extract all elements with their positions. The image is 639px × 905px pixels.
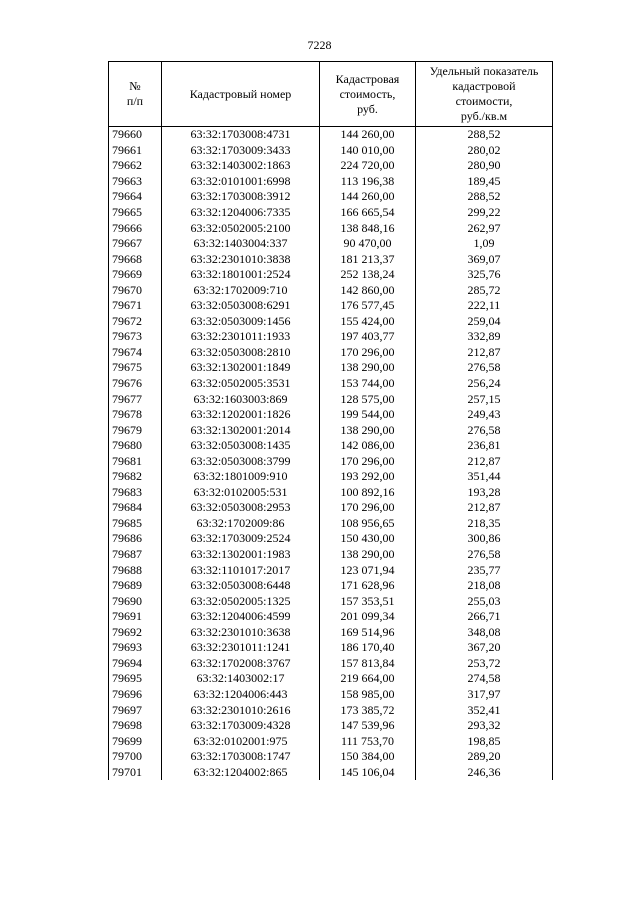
table-row [109,329,553,345]
row-number-cell: 79700 [109,749,162,765]
page-number: 7228 [307,38,332,52]
specific-value-cell: 332,89 [416,329,553,345]
row-number-cell: 79694 [109,656,162,672]
table-row [109,453,553,469]
row-number-cell: 79701 [109,764,162,780]
specific-value-cell: 256,24 [416,376,553,392]
header-specific-value [416,62,553,127]
cadastral-number-cell: 63:32:1204002:865 [162,764,320,780]
row-number-cell: 79679 [109,422,162,438]
cadastral-number-cell: 63:32:0502005:1325 [162,593,320,609]
table-row [109,251,553,267]
cadastral-number-cell: 63:32:1702008:3767 [162,656,320,672]
specific-value-cell: 193,28 [416,485,553,501]
cadastral-number-cell: 63:32:1403002:1863 [162,158,320,174]
cadastral-number-cell: 63:32:1801001:2524 [162,267,320,283]
specific-value-cell: 198,85 [416,733,553,749]
cadastral-number-cell: 63:32:1302001:2014 [162,422,320,438]
table-row [109,314,553,330]
cadastral-value-cell: 144 260,00 [320,189,416,205]
header-row-number-line2: п/п [126,94,144,108]
specific-value-cell: 276,58 [416,360,553,376]
row-number-cell: 79688 [109,562,162,578]
row-number-cell: 79691 [109,609,162,625]
header-cadastral-value-line1: Кадастровая [335,71,400,86]
row-number-cell: 79676 [109,376,162,392]
header-row-number [109,62,162,127]
row-number-cell: 79675 [109,360,162,376]
table-row [109,407,553,423]
row-number-cell: 79674 [109,345,162,361]
table-row [109,298,553,314]
cadastral-value-cell: 138 290,00 [320,422,416,438]
cadastral-value-cell: 197 403,77 [320,329,416,345]
specific-value-cell: 348,08 [416,625,553,641]
table-row [109,516,553,532]
cadastral-value-cell: 252 138,24 [320,267,416,283]
table-row [109,578,553,594]
cadastral-number-cell: 63:32:0101001:6998 [162,174,320,190]
table-row [109,640,553,656]
specific-value-cell: 285,72 [416,282,553,298]
header-specific-value-line3: стоимости, [455,94,513,108]
cadastral-value-cell: 111 753,70 [320,733,416,749]
cadastral-number-cell: 63:32:1703009:4328 [162,718,320,734]
cadastral-value-cell: 173 385,72 [320,702,416,718]
cadastral-value-cell: 155 424,00 [320,314,416,330]
cadastral-number-cell: 63:32:0503008:3799 [162,453,320,469]
specific-value-cell: 259,04 [416,314,553,330]
row-number-cell: 79690 [109,593,162,609]
cadastral-value-cell: 138 848,16 [320,220,416,236]
header-specific-value-line2: кадастровой [452,79,516,93]
specific-value-cell: 257,15 [416,391,553,407]
specific-value-cell: 288,52 [416,189,553,205]
table-body [109,127,553,780]
cadastral-number-cell: 63:32:1204006:7335 [162,205,320,221]
specific-value-cell: 299,22 [416,205,553,221]
table-row [109,593,553,609]
cadastral-value-cell: 90 470,00 [320,236,416,252]
cadastral-value-cell: 176 577,45 [320,298,416,314]
header-cadastral-value-line2: стоимость, [339,86,396,101]
specific-value-cell: 218,08 [416,578,553,594]
cadastral-number-cell: 63:32:1202001:1826 [162,407,320,423]
row-number-cell: 79692 [109,625,162,641]
cadastral-number-cell: 63:32:0503008:1435 [162,438,320,454]
row-number-cell: 79695 [109,671,162,687]
table-row [109,127,553,143]
specific-value-cell: 1,09 [416,236,553,252]
cadastral-value-cell: 219 664,00 [320,671,416,687]
row-number-cell: 79673 [109,329,162,345]
table-row [109,764,553,780]
specific-value-cell: 274,58 [416,671,553,687]
cadastral-number-cell: 63:32:0503008:2810 [162,345,320,361]
table-row [109,656,553,672]
header-specific-value-line1: Удельный показатель [429,64,539,78]
row-number-cell: 79677 [109,391,162,407]
cadastral-value-cell: 140 010,00 [320,143,416,159]
cadastral-value-cell: 147 539,96 [320,718,416,734]
cadastral-value-cell: 186 170,40 [320,640,416,656]
cadastral-value-cell: 170 296,00 [320,500,416,516]
cadastral-number-cell: 63:32:1603003:869 [162,391,320,407]
table-row [109,422,553,438]
row-number-cell: 79669 [109,267,162,283]
row-number-cell: 79685 [109,516,162,532]
row-number-cell: 79662 [109,158,162,174]
cadastral-number-cell: 63:32:1703008:1747 [162,749,320,765]
table-row [109,609,553,625]
table-header [109,62,553,127]
header-specific-value-line4: руб./кв.м [460,109,508,123]
table-row [109,500,553,516]
row-number-cell: 79668 [109,251,162,267]
specific-value-cell: 253,72 [416,656,553,672]
cadastral-number-cell: 63:32:2301011:1933 [162,329,320,345]
cadastral-value-cell: 201 099,34 [320,609,416,625]
specific-value-cell: 236,81 [416,438,553,454]
cadastral-number-cell: 63:32:1302001:1983 [162,547,320,563]
specific-value-cell: 218,35 [416,516,553,532]
specific-value-cell: 300,86 [416,531,553,547]
cadastral-value-cell: 150 430,00 [320,531,416,547]
table-row [109,345,553,361]
table-row [109,236,553,252]
table-row [109,360,553,376]
cadastral-number-cell: 63:32:0503008:6291 [162,298,320,314]
specific-value-cell: 351,44 [416,469,553,485]
specific-value-cell: 246,36 [416,764,553,780]
cadastral-number-cell: 63:32:1204006:443 [162,687,320,703]
row-number-cell: 79672 [109,314,162,330]
cadastral-number-cell: 63:32:0503009:1456 [162,314,320,330]
row-number-cell: 79689 [109,578,162,594]
cadastral-number-cell: 63:32:0102001:975 [162,733,320,749]
specific-value-cell: 288,52 [416,127,553,143]
cadastral-value-cell: 100 892,16 [320,485,416,501]
table-row [109,376,553,392]
table-row [109,531,553,547]
cadastral-number-cell: 63:32:1801009:910 [162,469,320,485]
cadastral-number-cell: 63:32:1702009:710 [162,282,320,298]
header-cadastral-value [320,62,416,127]
specific-value-cell: 262,97 [416,220,553,236]
table-row [109,671,553,687]
cadastral-value-cell: 113 196,38 [320,174,416,190]
specific-value-cell: 317,97 [416,687,553,703]
cadastral-number-cell: 63:32:1302001:1849 [162,360,320,376]
specific-value-cell: 276,58 [416,547,553,563]
table-row [109,282,553,298]
table-row [109,438,553,454]
table-row [109,267,553,283]
specific-value-cell: 280,02 [416,143,553,159]
cadastral-value-cell: 138 290,00 [320,547,416,563]
header-cadastral-value-line3: руб. [357,101,378,116]
row-number-cell: 79678 [109,407,162,423]
row-number-cell: 79665 [109,205,162,221]
cadastral-value-cell: 144 260,00 [320,127,416,143]
cadastral-number-cell: 63:32:1703009:3433 [162,143,320,159]
cadastral-number-cell: 63:32:0503008:2953 [162,500,320,516]
specific-value-cell: 293,32 [416,718,553,734]
cadastral-number-cell: 63:32:1204006:4599 [162,609,320,625]
cadastral-table [108,61,553,780]
header-cadastral-number-text: Кадастровый номер [189,86,292,101]
cadastral-value-cell: 199 544,00 [320,407,416,423]
row-number-cell: 79698 [109,718,162,734]
row-number-cell: 79670 [109,282,162,298]
cadastral-number-cell: 63:32:0102005:531 [162,485,320,501]
row-number-cell: 79693 [109,640,162,656]
cadastral-value-cell: 158 985,00 [320,687,416,703]
cadastral-value-cell: 224 720,00 [320,158,416,174]
cadastral-number-cell: 63:32:1101017:2017 [162,562,320,578]
row-number-cell: 79664 [109,189,162,205]
header-row-number-line1: № [129,79,141,93]
cadastral-value-cell: 170 296,00 [320,453,416,469]
row-number-cell: 79663 [109,174,162,190]
specific-value-cell: 367,20 [416,640,553,656]
cadastral-value-cell: 145 106,04 [320,764,416,780]
table-row [109,174,553,190]
specific-value-cell: 235,77 [416,562,553,578]
cadastral-value-cell: 157 353,51 [320,593,416,609]
row-number-cell: 79661 [109,143,162,159]
table-row [109,189,553,205]
cadastral-value-cell: 181 213,37 [320,251,416,267]
cadastral-value-cell: 166 665,54 [320,205,416,221]
cadastral-number-cell: 63:32:2301010:2616 [162,702,320,718]
cadastral-number-cell: 63:32:1403002:17 [162,671,320,687]
row-number-cell: 79660 [109,127,162,143]
specific-value-cell: 369,07 [416,251,553,267]
table-row [109,205,553,221]
specific-value-cell: 249,43 [416,407,553,423]
cadastral-number-cell: 63:32:0502005:2100 [162,220,320,236]
specific-value-cell: 280,90 [416,158,553,174]
cadastral-value-cell: 128 575,00 [320,391,416,407]
cadastral-value-cell: 150 384,00 [320,749,416,765]
cadastral-number-cell: 63:32:2301010:3638 [162,625,320,641]
cadastral-value-cell: 142 860,00 [320,282,416,298]
specific-value-cell: 289,20 [416,749,553,765]
row-number-cell: 79699 [109,733,162,749]
cadastral-number-cell: 63:32:2301011:1241 [162,640,320,656]
row-number-cell: 79681 [109,453,162,469]
specific-value-cell: 212,87 [416,453,553,469]
cadastral-value-cell: 170 296,00 [320,345,416,361]
table-row [109,687,553,703]
row-number-cell: 79683 [109,485,162,501]
cadastral-value-cell: 157 813,84 [320,656,416,672]
cadastral-value-cell: 169 514,96 [320,625,416,641]
specific-value-cell: 222,11 [416,298,553,314]
header-cadastral-number [162,62,320,127]
cadastral-number-cell: 63:32:1403004:337 [162,236,320,252]
table-row [109,562,553,578]
cadastral-value-cell: 108 956,65 [320,516,416,532]
cadastral-value-cell: 138 290,00 [320,360,416,376]
cadastral-value-cell: 123 071,94 [320,562,416,578]
row-number-cell: 79686 [109,531,162,547]
table-row [109,143,553,159]
table-row [109,485,553,501]
row-number-cell: 79696 [109,687,162,703]
table-row [109,702,553,718]
cadastral-number-cell: 63:32:0503008:6448 [162,578,320,594]
specific-value-cell: 325,76 [416,267,553,283]
specific-value-cell: 212,87 [416,345,553,361]
cadastral-value-cell: 142 086,00 [320,438,416,454]
cadastral-number-cell: 63:32:2301010:3838 [162,251,320,267]
cadastral-number-cell: 63:32:0502005:3531 [162,376,320,392]
table-row [109,718,553,734]
specific-value-cell: 212,87 [416,500,553,516]
cadastral-number-cell: 63:32:1703008:3912 [162,189,320,205]
table-row [109,469,553,485]
specific-value-cell: 189,45 [416,174,553,190]
table-row [109,547,553,563]
cadastral-number-cell: 63:32:1702009:86 [162,516,320,532]
row-number-cell: 79671 [109,298,162,314]
row-number-cell: 79684 [109,500,162,516]
cadastral-number-cell: 63:32:1703008:4731 [162,127,320,143]
row-number-cell: 79687 [109,547,162,563]
table-row [109,158,553,174]
cadastral-value-cell: 153 744,00 [320,376,416,392]
table-row [109,625,553,641]
row-number-cell: 79680 [109,438,162,454]
table-row [109,220,553,236]
row-number-cell: 79666 [109,220,162,236]
row-number-cell: 79697 [109,702,162,718]
specific-value-cell: 266,71 [416,609,553,625]
cadastral-value-cell: 193 292,00 [320,469,416,485]
cadastral-number-cell: 63:32:1703009:2524 [162,531,320,547]
specific-value-cell: 276,58 [416,422,553,438]
specific-value-cell: 352,41 [416,702,553,718]
table-row [109,733,553,749]
table-row [109,391,553,407]
cadastral-value-cell: 171 628,96 [320,578,416,594]
row-number-cell: 79667 [109,236,162,252]
row-number-cell: 79682 [109,469,162,485]
table-row [109,749,553,765]
specific-value-cell: 255,03 [416,593,553,609]
